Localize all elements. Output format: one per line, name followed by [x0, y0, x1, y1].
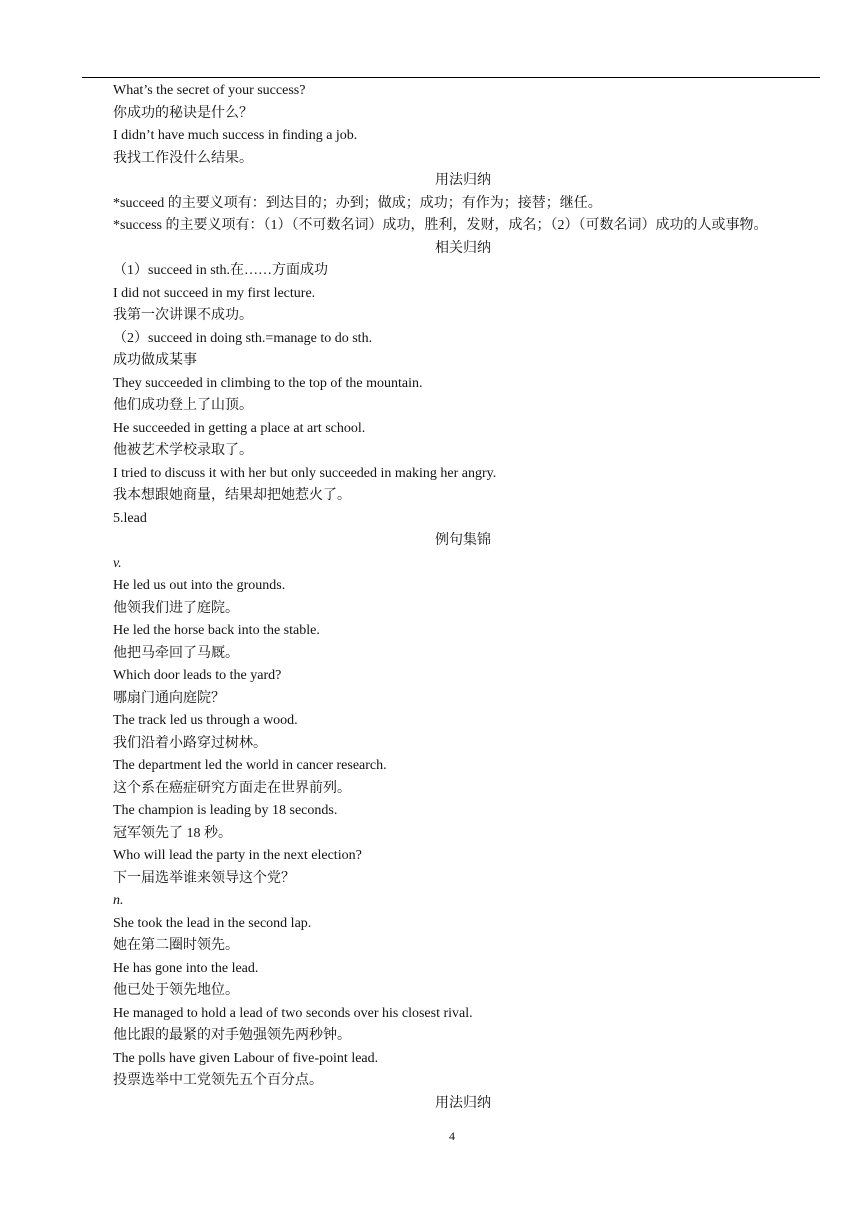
text-line: I did not succeed in my first lecture. [113, 285, 316, 301]
text-line: Which door leads to the yard? [113, 668, 282, 683]
text-line: The department led the world in cancer research. [113, 758, 387, 773]
text-line: He led the horse back into the stable. [113, 623, 320, 638]
text-line: She took the lead in the second lap. [113, 915, 312, 931]
text-line: 他领我们进了庭院。 [113, 600, 239, 616]
text-line: 他把马牵回了马厩。 [113, 645, 239, 661]
text-line: 我找工作没什么结果。 [113, 150, 253, 166]
text-line: The champion is leading by 18 seconds. [113, 803, 338, 818]
text-line: 我们沿着小路穿过树林。 [113, 735, 267, 751]
header-rule [82, 77, 820, 78]
text-line: *succeed 的主要义项有：到达目的；办到；做成；成功；有作为；接替；继任。 [113, 195, 602, 211]
text-line: The polls have given Labour of five-point lead. [113, 1050, 379, 1066]
text-line: I didn’t have much success in finding a job. [113, 128, 358, 143]
text-line: He managed to hold a lead of two seconds over his closest rival. [113, 1005, 473, 1021]
section-heading: 用法归纳 [435, 1095, 491, 1111]
text-line: *success 的主要义项有：（1）（不可数名词）成功，胜利，发财，成名；（2）（可数名词）成功的人或事物。 [113, 218, 768, 233]
section-heading: 相关归纳 [435, 240, 491, 256]
text-line: 这个系在癌症研究方面走在世界前列。 [113, 780, 351, 796]
text-line: （1）succeed in sth.在……方面成功 [113, 263, 329, 278]
text-line: 下一届选举谁来领导这个党？ [113, 870, 295, 886]
text-line: Who will lead the party in the next election? [113, 848, 362, 863]
text-line: 成功做成某事 [113, 353, 197, 368]
text-line: What’s the secret of your success? [113, 83, 306, 98]
text-line: 冠军领先了 18 秒。 [113, 825, 232, 841]
text-line: 他被艺术学校录取了。 [113, 443, 253, 458]
text-line: （2）succeed in doing sth.=manage to do sth. [113, 330, 373, 346]
text-line: I tried to discuss it with her but only succeeded in making her angry. [113, 465, 497, 481]
section-heading: 例句集锦 [435, 533, 491, 548]
text-line: 他已处于领先地位。 [113, 983, 239, 998]
part-of-speech-label: v. [113, 555, 122, 571]
text-line: 我本想跟她商量，结果却把她惹火了。 [113, 488, 351, 503]
part-of-speech-label: n. [113, 893, 124, 908]
section-heading: 用法归纳 [435, 173, 491, 188]
text-line: He has gone into the lead. [113, 960, 259, 976]
text-line: 投票选举中工党领先五个百分点。 [113, 1073, 323, 1088]
document-body [113, 80, 823, 1115]
text-line: 他们成功登上了山顶。 [113, 398, 253, 413]
page-number: 4 [449, 1129, 455, 1143]
text-line: 你成功的秘诀是什么？ [113, 105, 253, 121]
text-line: The track led us through a wood. [113, 713, 298, 728]
text-line: 我第一次讲课不成功。 [113, 308, 253, 323]
text-line: 哪扇门通向庭院？ [113, 690, 225, 706]
text-line: They succeeded in climbing to the top of the mountain. [113, 375, 423, 391]
text-line: 她在第二圈时领先。 [113, 938, 239, 953]
text-line: He led us out into the grounds. [113, 578, 286, 593]
text-line: He succeeded in getting a place at art school. [113, 420, 366, 436]
text-line: 他比跟的最紧的对手勉强领先两秒钟。 [113, 1028, 351, 1043]
text-line: 5.lead [113, 510, 147, 526]
